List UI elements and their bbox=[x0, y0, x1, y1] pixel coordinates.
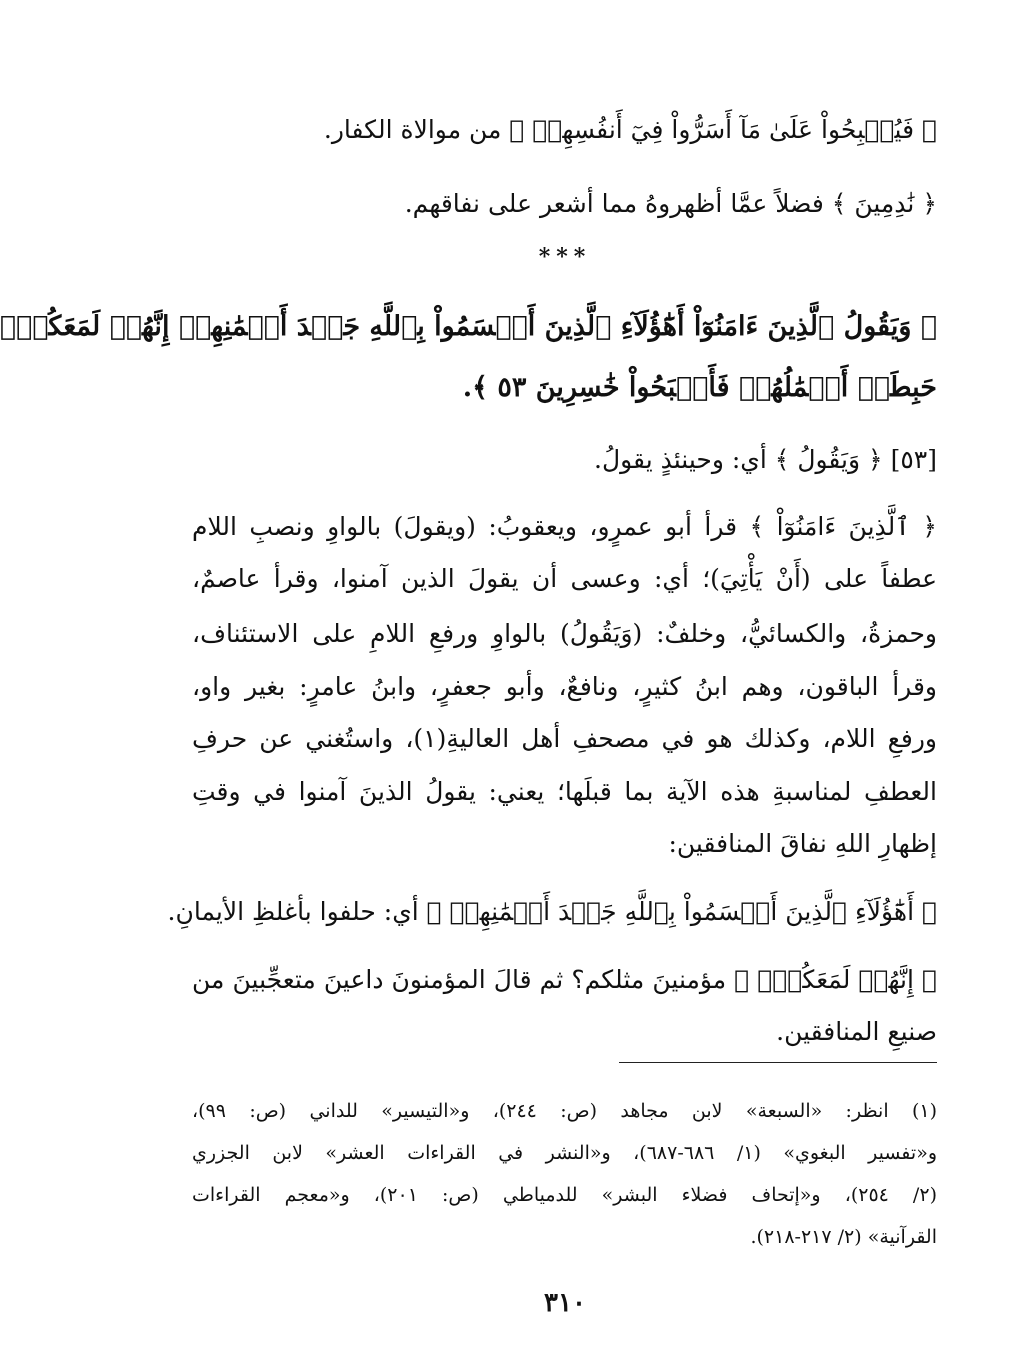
text-line-9: العطفِ لمناسبةِ هذه الآية بما قبلَها؛ يعني: يقولُ الذينَ آمنوا في وقتِ bbox=[192, 777, 937, 806]
footnote-line-1: (١) انظر: «السبعة» لابن مجاهد (ص: ٢٤٤)، و«التيسير» للداني (ص: ٩٩)، bbox=[192, 1100, 937, 1122]
footnote-line-4: القرآنية» (٢/ ٢١٧-٢١٨). bbox=[750, 1226, 937, 1248]
footnote-line-3: (٢/ ٢٥٤)، و«إتحاف فضلاء البشر» للدمياطي (ص: ٢٠١)، و«معجم القراءات bbox=[192, 1184, 937, 1206]
text-line-3: [٥٣] ﴿ وَيَقُولُ ﴾ أي: وحينئذٍ يقولُ. bbox=[594, 445, 937, 474]
page-number: ٣١٠ bbox=[544, 1288, 586, 1318]
verse-line-1: ﴿ وَيَقُولُ ٱلَّذِينَ ءَامَنُوٓاْ أَهَٰٓؤُلَآءِ ٱلَّذِينَ أَقۡسَمُواْ بِٱللَّهِ جَهۡدَ أَيۡمَٰنِهِمۡ إِنَّهُمۡ لَمَعَكُمۡۚ bbox=[0, 311, 937, 342]
text-line-4: ﴿ ٱلَّذِينَ ءَامَنُوٓاْ ﴾ قرأ أبو عمرٍو، ويعقوبُ: (ويقولَ) بالواوِ ونصبِ اللام bbox=[192, 512, 937, 541]
text-line-10: إظهارِ اللهِ نفاقَ المنافقين: bbox=[668, 829, 937, 858]
section-separator: *** bbox=[538, 244, 592, 270]
text-line-1: ﴿ فَيُصۡبِحُواْ عَلَىٰ مَآ أَسَرُّواْ فِيٓ أَنفُسِهِمۡ ﴾ من موالاة الكفار. bbox=[323, 115, 937, 144]
text-line-13: صنيعِ المنافقين. bbox=[776, 1017, 937, 1046]
footnote-divider bbox=[619, 1062, 937, 1063]
text-line-7: وقرأ الباقون، وهم ابنُ كثيرٍ، ونافعٌ، وأبو جعفرٍ، وابنُ عامرٍ: بغير واو، bbox=[192, 672, 937, 701]
text-line-12: ﴿ إِنَّهُمۡ لَمَعَكُمۡۚ ﴾ مؤمنينَ مثلكم؟ ثم قالَ المؤمنونَ داعينَ متعجِّبينَ من bbox=[192, 965, 937, 994]
text-line-8: ورفعِ اللام، وكذلك هو في مصحفِ أهل العاليةِ(١)، واستُغني عن حرفِ bbox=[192, 724, 938, 753]
text-line-2: ﴿ نَٰدِمِينَ ﴾ فضلاً عمَّا أظهروهُ مما أشعر على نفاقهم. bbox=[404, 189, 937, 218]
text-line-6: وحمزةُ، والكسائيُّ، وخلفٌ: (وَيَقُولُ) بالواوِ ورفعِ اللامِ على الاستئناف، bbox=[192, 619, 937, 648]
text-line-5: عطفاً على (أَنْ يَأْتِيَ)؛ أي: وعسى أن يقولَ الذين آمنوا، وقرأ عاصمٌ، bbox=[192, 564, 937, 593]
verse-line-2: حَبِطَتۡ أَعۡمَٰلُهُمۡ فَأَصۡبَحُواْ خَٰسِرِينَ ٥٣ ﴾. bbox=[462, 372, 937, 403]
footnote-line-2: و«تفسير البغوي» (١/ ٦٨٦-٦٨٧)، و«النشر في القراءات العشر» لابن الجزري bbox=[192, 1142, 937, 1164]
text-line-11: ﴿ أَهَٰٓؤُلَآءِ ٱلَّذِينَ أَقۡسَمُواْ بِٱللَّهِ جَهۡدَ أَيۡمَٰنِهِمۡ ﴾ أي: حلفوا بأغلظِ الأيمانِ. bbox=[167, 897, 937, 926]
